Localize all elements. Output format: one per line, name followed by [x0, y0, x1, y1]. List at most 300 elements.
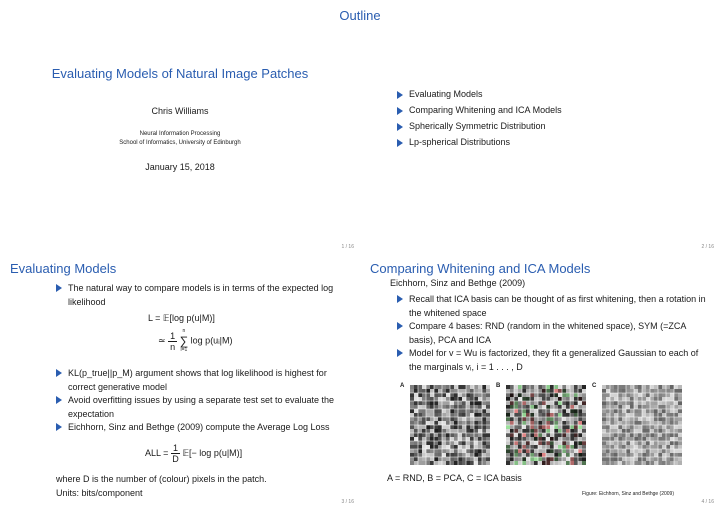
patch-pixel [574, 429, 578, 433]
patch-pixel [478, 461, 482, 465]
patch-pixel [578, 457, 582, 461]
patch-pixel [414, 393, 418, 397]
sum-symbol: ∑ [179, 334, 189, 348]
patch-pixel [482, 429, 486, 433]
patch-pixel [418, 445, 422, 449]
patch-pixel [462, 393, 466, 397]
patch-pixel [470, 417, 474, 421]
patch-pixel [626, 433, 630, 437]
patch-pixel [442, 453, 446, 457]
patch-pixel [634, 429, 638, 433]
patch-pixel [678, 409, 682, 413]
patch-pixel [574, 405, 578, 409]
patch-pixel [426, 409, 430, 413]
patch-pixel [622, 393, 626, 397]
patch-pixel [530, 445, 534, 449]
patch-pixel [630, 401, 634, 405]
patch-pixel [634, 417, 638, 421]
patch-pixel [506, 449, 510, 453]
patch-pixel [414, 389, 418, 393]
patch-pixel [466, 389, 470, 393]
patch-pixel [454, 461, 458, 465]
patch-pixel [570, 441, 574, 445]
patch-pixel [466, 433, 470, 437]
patch-pixel [622, 461, 626, 465]
patch-pixel [542, 429, 546, 433]
patch-pixel [670, 409, 674, 413]
patch-pixel [410, 445, 414, 449]
ica-basis-image [602, 385, 682, 465]
patch-pixel [646, 385, 650, 389]
patch-pixel [458, 389, 462, 393]
patch-pixel [426, 393, 430, 397]
patch-pixel [578, 449, 582, 453]
patch-pixel [666, 421, 670, 425]
patch-pixel [566, 401, 570, 405]
patch-pixel [566, 385, 570, 389]
patch-pixel [522, 405, 526, 409]
patch-pixel [566, 461, 570, 465]
patch-pixel [534, 413, 538, 417]
patch-pixel [486, 449, 490, 453]
patch-pixel [414, 409, 418, 413]
patch-pixel [602, 421, 606, 425]
patch-pixel [570, 445, 574, 449]
patch-pixel [486, 453, 490, 457]
patch-pixel [566, 421, 570, 425]
patch-pixel [534, 417, 538, 421]
patch-pixel [442, 385, 446, 389]
patch-pixel [570, 409, 574, 413]
patch-pixel [662, 397, 666, 401]
patch-pixel [466, 421, 470, 425]
patch-pixel [530, 421, 534, 425]
presentation-date: January 15, 2018 [145, 162, 215, 172]
patch-pixel [558, 437, 562, 441]
patch-pixel [618, 437, 622, 441]
patch-pixel [582, 385, 586, 389]
patch-pixel [518, 429, 522, 433]
patch-pixel [574, 409, 578, 413]
patch-pixel [438, 437, 442, 441]
patch-pixel [426, 401, 430, 405]
patch-pixel [518, 385, 522, 389]
patch-pixel [550, 449, 554, 453]
patch-pixel [566, 397, 570, 401]
patch-pixel [522, 413, 526, 417]
patch-pixel [526, 449, 530, 453]
patch-pixel [678, 445, 682, 449]
patch-pixel [478, 441, 482, 445]
patch-pixel [414, 449, 418, 453]
patch-pixel [526, 401, 530, 405]
patch-pixel [526, 385, 530, 389]
patch-pixel [654, 409, 658, 413]
patch-pixel [506, 457, 510, 461]
patch-pixel [434, 393, 438, 397]
patch-pixel [622, 389, 626, 393]
patch-pixel [534, 445, 538, 449]
patch-pixel [678, 393, 682, 397]
patch-pixel [478, 385, 482, 389]
patch-pixel [450, 393, 454, 397]
patch-pixel [470, 413, 474, 417]
patch-pixel [550, 393, 554, 397]
patch-pixel [558, 393, 562, 397]
patch-pixel [662, 429, 666, 433]
affiliation-line-1: Neural Information Processing [139, 131, 221, 137]
patch-pixel [558, 429, 562, 433]
patch-pixel [510, 389, 514, 393]
patch-pixel [554, 409, 558, 413]
figure-caption: A = RND, B = PCA, C = ICA basis [387, 473, 522, 483]
patch-pixel [434, 429, 438, 433]
patch-pixel [550, 397, 554, 401]
patch-pixel [458, 425, 462, 429]
patch-pixel [614, 425, 618, 429]
patch-pixel [538, 437, 542, 441]
patch-pixel [538, 425, 542, 429]
patch-pixel [522, 417, 526, 421]
patch-pixel [542, 449, 546, 453]
patch-pixel [610, 421, 614, 425]
patch-pixel [418, 409, 422, 413]
patch-pixel [574, 401, 578, 405]
patch-pixel [646, 393, 650, 397]
patch-pixel [542, 417, 546, 421]
patch-pixel [470, 429, 474, 433]
patch-pixel [554, 445, 558, 449]
patch-pixel [454, 421, 458, 425]
patch-pixel [662, 405, 666, 409]
patch-pixel [510, 445, 514, 449]
patch-pixel [526, 405, 530, 409]
patch-pixel [646, 409, 650, 413]
patch-pixel [546, 445, 550, 449]
patch-pixel [662, 437, 666, 441]
patch-pixel [534, 397, 538, 401]
patch-pixel [674, 393, 678, 397]
patch-pixel [526, 437, 530, 441]
patch-pixel [662, 457, 666, 461]
patch-pixel [518, 389, 522, 393]
patch-pixel [514, 437, 518, 441]
patch-pixel [442, 409, 446, 413]
patch-pixel [458, 429, 462, 433]
patch-pixel [442, 417, 446, 421]
outline-list [397, 89, 562, 153]
patch-pixel [626, 449, 630, 453]
patch-pixel [418, 401, 422, 405]
patch-pixel [510, 405, 514, 409]
patch-pixel [446, 385, 450, 389]
patch-pixel [446, 457, 450, 461]
patch-pixel [642, 433, 646, 437]
patch-pixel [446, 421, 450, 425]
patch-pixel [554, 401, 558, 405]
patch-pixel [554, 389, 558, 393]
patch-pixel [534, 449, 538, 453]
patch-pixel [478, 421, 482, 425]
patch-pixel [638, 409, 642, 413]
patch-pixel [630, 385, 634, 389]
patch-pixel [566, 445, 570, 449]
patch-pixel [482, 425, 486, 429]
patch-pixel [642, 385, 646, 389]
patch-pixel [466, 385, 470, 389]
patch-pixel [430, 445, 434, 449]
patch-pixel [486, 417, 490, 421]
patch-pixel [454, 453, 458, 457]
patch-pixel [450, 417, 454, 421]
patch-pixel [626, 413, 630, 417]
patch-pixel [478, 453, 482, 457]
patch-pixel [678, 417, 682, 421]
patch-pixel [418, 413, 422, 417]
patch-pixel [618, 445, 622, 449]
patch-pixel [538, 433, 542, 437]
patch-pixel [474, 453, 478, 457]
equation-approximation [158, 328, 232, 354]
patch-pixel [610, 385, 614, 389]
patch-pixel [506, 409, 510, 413]
patch-pixel [410, 413, 414, 417]
bullet-item: Model for v = Wu is factorized, they fit a generalized Gaussian to each of the marginals vᵢ, i = 1 . . . , D [397, 347, 707, 374]
patch-pixel [426, 425, 430, 429]
patch-pixel [446, 425, 450, 429]
patch-pixel [470, 449, 474, 453]
patch-pixel [558, 421, 562, 425]
patch-pixel [478, 389, 482, 393]
patch-pixel [446, 433, 450, 437]
patch-pixel [642, 417, 646, 421]
patch-pixel [506, 413, 510, 417]
patch-pixel [638, 461, 642, 465]
patch-pixel [442, 457, 446, 461]
patch-pixel [614, 393, 618, 397]
patch-pixel [518, 405, 522, 409]
patch-pixel [602, 409, 606, 413]
patch-pixel [610, 405, 614, 409]
patch-pixel [658, 401, 662, 405]
patch-pixel [546, 389, 550, 393]
patch-pixel [506, 441, 510, 445]
patch-pixel [442, 441, 446, 445]
patch-pixel [434, 389, 438, 393]
patch-pixel [602, 457, 606, 461]
slide-title: Comparing Whitening and ICA Models [370, 261, 591, 276]
patch-pixel [478, 417, 482, 421]
patch-pixel [610, 457, 614, 461]
patch-pixel [418, 429, 422, 433]
patch-pixel [422, 441, 426, 445]
patch-pixel [474, 421, 478, 425]
patch-pixel [470, 385, 474, 389]
patch-pixel [566, 417, 570, 421]
patch-pixel [562, 405, 566, 409]
patch-pixel [558, 457, 562, 461]
patch-pixel [638, 437, 642, 441]
slide-comparing-whitening-ica [360, 255, 720, 510]
patch-pixel [550, 429, 554, 433]
patch-pixel [554, 437, 558, 441]
patch-pixel [482, 441, 486, 445]
patch-pixel [642, 441, 646, 445]
patch-pixel [510, 425, 514, 429]
patch-pixel [666, 433, 670, 437]
patch-pixel [470, 405, 474, 409]
slide-outline [360, 0, 720, 255]
patch-pixel [650, 461, 654, 465]
patch-pixel [610, 413, 614, 417]
patch-pixel [666, 449, 670, 453]
patch-pixel [582, 397, 586, 401]
patch-pixel [518, 397, 522, 401]
patch-pixel [614, 413, 618, 417]
patch-pixel [550, 401, 554, 405]
patch-pixel [542, 461, 546, 465]
patch-pixel [542, 445, 546, 449]
patch-pixel [678, 461, 682, 465]
patch-pixel [462, 421, 466, 425]
patch-pixel [650, 449, 654, 453]
patch-pixel [458, 393, 462, 397]
patch-pixel [666, 429, 670, 433]
patch-pixel [462, 389, 466, 393]
patch-pixel [442, 449, 446, 453]
patch-pixel [634, 421, 638, 425]
patch-pixel [650, 401, 654, 405]
patch-pixel [630, 413, 634, 417]
patch-pixel [442, 425, 446, 429]
patch-pixel [410, 397, 414, 401]
patch-pixel [430, 393, 434, 397]
patch-pixel [418, 425, 422, 429]
patch-pixel [570, 453, 574, 457]
page-number: 2 / 16 [701, 244, 714, 250]
patch-pixel [534, 425, 538, 429]
patch-pixel [638, 449, 642, 453]
patch-pixel [418, 385, 422, 389]
patch-pixel [478, 405, 482, 409]
patch-pixel [630, 437, 634, 441]
patch-pixel [610, 389, 614, 393]
patch-pixel [450, 445, 454, 449]
patch-pixel [482, 445, 486, 449]
patch-pixel [574, 393, 578, 397]
patch-pixel [462, 453, 466, 457]
patch-pixel [650, 453, 654, 457]
patch-pixel [442, 433, 446, 437]
patch-pixel [614, 385, 618, 389]
patch-pixel [410, 457, 414, 461]
equation-expected-log-likelihood: L = 𝔼[log p(u|M)] [148, 313, 215, 323]
patch-pixel [410, 401, 414, 405]
patch-pixel [430, 413, 434, 417]
patch-pixel [418, 389, 422, 393]
patch-pixel [566, 457, 570, 461]
patch-pixel [638, 401, 642, 405]
patch-pixel [674, 449, 678, 453]
patch-pixel [430, 397, 434, 401]
patch-pixel [558, 409, 562, 413]
patch-pixel [666, 445, 670, 449]
patch-pixel [646, 397, 650, 401]
patch-pixel [410, 429, 414, 433]
patch-pixel [478, 449, 482, 453]
patch-pixel [454, 393, 458, 397]
patch-pixel [454, 405, 458, 409]
patch-pixel [514, 417, 518, 421]
patch-pixel [558, 385, 562, 389]
patch-pixel [614, 437, 618, 441]
patch-pixel [546, 393, 550, 397]
patch-pixel [602, 429, 606, 433]
patch-pixel [634, 453, 638, 457]
patch-pixel [674, 441, 678, 445]
patch-pixel [474, 413, 478, 417]
patch-pixel [642, 429, 646, 433]
patch-pixel [618, 461, 622, 465]
patch-pixel [442, 437, 446, 441]
patch-pixel [602, 389, 606, 393]
patch-pixel [578, 461, 582, 465]
patch-pixel [546, 417, 550, 421]
patch-pixel [558, 449, 562, 453]
patch-pixel [530, 397, 534, 401]
patch-pixel [454, 409, 458, 413]
patch-pixel [562, 421, 566, 425]
patch-pixel [526, 425, 530, 429]
patch-pixel [566, 449, 570, 453]
patch-pixel [442, 405, 446, 409]
patch-pixel [618, 453, 622, 457]
patch-pixel [414, 385, 418, 389]
patch-pixel [610, 401, 614, 405]
patch-pixel [662, 421, 666, 425]
patch-pixel [486, 445, 490, 449]
patch-pixel [538, 417, 542, 421]
patch-pixel [466, 461, 470, 465]
patch-pixel [486, 429, 490, 433]
patch-pixel [454, 457, 458, 461]
patch-pixel [506, 401, 510, 405]
patch-pixel [674, 461, 678, 465]
patch-pixel [654, 461, 658, 465]
patch-pixel [634, 445, 638, 449]
patch-pixel [438, 429, 442, 433]
patch-pixel [602, 413, 606, 417]
patch-pixel [630, 417, 634, 421]
patch-pixel [450, 397, 454, 401]
patch-pixel [542, 397, 546, 401]
patch-pixel [462, 461, 466, 465]
patch-pixel [450, 457, 454, 461]
patch-pixel [566, 453, 570, 457]
patch-pixel [462, 445, 466, 449]
patch-pixel [622, 417, 626, 421]
equation-average-log-loss [145, 443, 242, 464]
patch-pixel [546, 457, 550, 461]
patch-pixel [414, 405, 418, 409]
patch-pixel [618, 409, 622, 413]
patch-pixel [654, 401, 658, 405]
patch-pixel [422, 393, 426, 397]
patch-pixel [562, 457, 566, 461]
patch-pixel [426, 457, 430, 461]
patch-pixel [474, 397, 478, 401]
patch-pixel [474, 393, 478, 397]
